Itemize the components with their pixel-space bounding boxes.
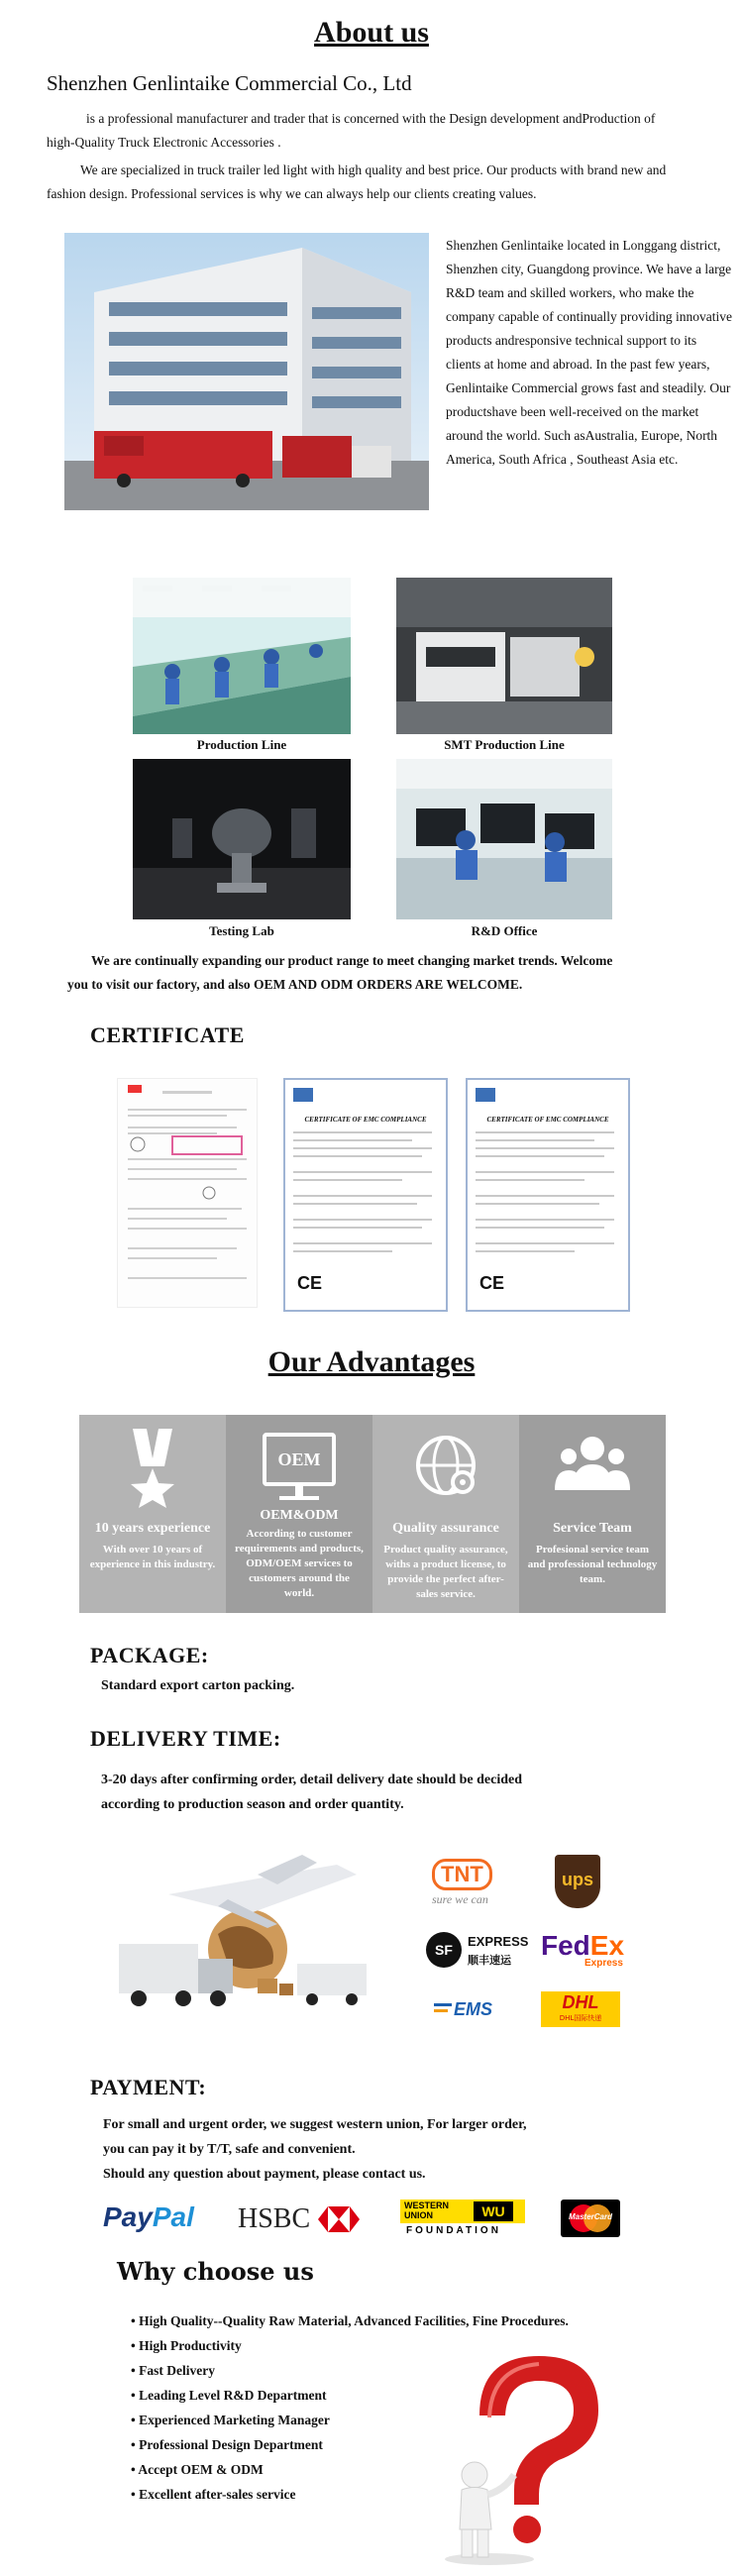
why-title: Why choose us	[117, 2257, 314, 2286]
advantages-title: Our Advantages	[267, 1345, 476, 1378]
logistics-illustration	[109, 1855, 376, 2013]
advantage-title-quality: Quality assurance	[392, 1521, 499, 1536]
delivery-title: DELIVERY TIME:	[90, 1726, 281, 1751]
advantage-text-service: Profesional service team and professional technology team.	[527, 1544, 658, 1585]
wu-badge-text: WU	[474, 2201, 513, 2221]
statement-line-2: you to visit our factory, and also OEM AND ODM ORDERS ARE WELCOME.	[67, 977, 523, 992]
tnt-logo-text: TNT	[432, 1859, 492, 1890]
why-item: • Excellent after-sales service	[131, 2482, 626, 2507]
caption-rd-office: R&D Office	[471, 923, 538, 938]
smt-production-line-photo	[396, 578, 612, 734]
payment-title: PAYMENT:	[90, 2075, 207, 2099]
globe-gear-icon	[411, 1431, 480, 1500]
dhl-subtext: DHL国际快递	[559, 2014, 602, 2022]
advantage-experience	[79, 1415, 226, 1613]
company-name: Shenzhen Genlintaike Commercial Co., Ltd	[47, 71, 412, 95]
factory-building-photo	[64, 233, 429, 510]
western-union-logo	[400, 2200, 525, 2239]
facilities-statement	[67, 949, 741, 997]
ups-logo-text: ups	[561, 1870, 593, 1889]
dhl-logo	[541, 1991, 620, 2027]
intro-line-1: is a professional manufacturer and trader that is concerned with the Design development andProduction of	[86, 111, 656, 126]
dhl-logo-text: DHL	[562, 1992, 599, 2012]
question-mark-figure-icon	[420, 2346, 618, 2569]
fedex-ex-text: Ex	[589, 1930, 625, 1961]
why-item: • Professional Design Department	[131, 2432, 626, 2457]
lab-logo-icon-2	[476, 1088, 495, 1102]
sf-badge-text: SF	[426, 1932, 462, 1968]
about-side-text: Shenzhen Genlintaike located in Longgang district, Shenzhen city, Guangdong province. We have a large R&D team and skilled workers, who make the company capable of continually providing innovative products andresponsive technical support to its clients at home and abroad. In the past few years, Genlintaike Commercial grows fast and steadily. Our productshave been well-received on the market around the world. Such asAustralia, Europe, North America, South Africa , Southeast Asia etc.	[446, 238, 733, 467]
package-text: Standard export carton packing.	[101, 1678, 295, 1693]
intro-paragraph-2	[47, 159, 740, 206]
ups-logo	[555, 1855, 600, 1908]
why-item: • Leading Level R&D Department	[131, 2383, 626, 2408]
caption-testing-lab: Testing Lab	[209, 923, 274, 938]
payment-line-2: you can pay it by T/T, safe and convenient.	[103, 2142, 356, 2157]
tnt-tagline: sure we can	[432, 1892, 488, 1906]
payment-line-1: For small and urgent order, we suggest western union, For larger order,	[103, 2117, 527, 2132]
delivery-text	[101, 1768, 735, 1817]
advantage-text-oem: According to customer requirements and products, ODM/OEM services to customers around the world.	[235, 1528, 364, 1599]
medal-icon	[123, 1429, 182, 1508]
lab-logo-icon	[293, 1088, 313, 1102]
advantage-oem-odm	[226, 1415, 372, 1613]
certificate-title: CERTIFICATE	[90, 1022, 245, 1047]
wu-foundation-text: FOUNDATION	[406, 2225, 501, 2236]
paypal-logo	[103, 2201, 194, 2233]
advantage-title-service: Service Team	[553, 1521, 632, 1536]
payment-text	[103, 2112, 737, 2187]
why-item: • High Productivity	[131, 2333, 626, 2358]
rd-office-photo	[396, 759, 612, 919]
ce-mark-icon: CE	[297, 1273, 323, 1293]
hsbc-logo	[238, 2201, 360, 2237]
team-icon	[553, 1431, 632, 1500]
ems-logo-text: EMS	[454, 1999, 493, 2019]
oem-icon-label: OEM	[277, 1449, 321, 1469]
sf-chinese-text: 顺丰速运	[468, 1954, 511, 1967]
advantage-text-experience: With over 10 years of experience in this industry.	[89, 1544, 216, 1570]
certificate-2-title: CERTIFICATE OF EMC COMPLIANCE	[304, 1116, 427, 1124]
certificate-3-title: CERTIFICATE OF EMC COMPLIANCE	[486, 1116, 609, 1124]
testing-lab-photo	[133, 759, 351, 919]
wu-union-text: UNION	[404, 2210, 433, 2220]
advantage-title-oem: OEM&ODM	[260, 1508, 339, 1523]
sf-express-text: EXPRESS	[468, 1934, 529, 1949]
advantage-service-team	[519, 1415, 666, 1613]
ems-logo	[434, 1999, 513, 2025]
wu-western-text: WESTERN	[404, 2200, 449, 2210]
fedex-fed-text: Fed	[541, 1930, 590, 1961]
advantage-quality	[372, 1415, 519, 1613]
statement-line-1: We are continually expanding our product range to meet changing market trends. Welcome	[91, 953, 613, 968]
mastercard-text: MasterCard	[568, 2212, 612, 2221]
fedex-logo	[541, 1930, 640, 1974]
certificate-document-3	[466, 1078, 630, 1312]
package-title: PACKAGE:	[90, 1643, 209, 1667]
caption-smt-production-line: SMT Production Line	[444, 737, 565, 752]
caption-production-line: Production Line	[196, 737, 287, 752]
advantage-text-quality: Product quality assurance, withs a product license, to provide the perfect after-sales service.	[383, 1544, 508, 1600]
ce-mark-icon-2: CE	[479, 1273, 505, 1293]
production-line-photo	[133, 578, 351, 734]
mastercard-logo	[561, 2200, 620, 2237]
tnt-logo	[432, 1859, 521, 1918]
intro-line-1b: high-Quality Truck Electronic Accessories .	[47, 135, 281, 150]
sf-express-logo	[426, 1932, 535, 1972]
hsbc-logo-text: HSBC	[238, 2203, 311, 2234]
monitor-icon	[263, 1433, 336, 1486]
hsbc-hexagon-icon	[318, 2206, 360, 2232]
paypal-pal-text: Pal	[152, 2201, 194, 2232]
intro-line-2: We are specialized in truck trailer led light with high quality and best price. Our products with brand new and	[80, 162, 667, 177]
intro-paragraph-1	[47, 107, 730, 155]
fedex-express-text: Express	[584, 1958, 623, 1969]
payment-line-3: Should any question about payment, please contact us.	[103, 2167, 426, 2182]
intro-line-2b: fashion design. Professional services is why we can always help our clients creating values.	[47, 186, 537, 201]
why-item: • Accept OEM & ODM	[131, 2457, 626, 2482]
certificate-document-2	[283, 1078, 448, 1312]
delivery-line-1: 3-20 days after confirming order, detail delivery date should be decided	[101, 1772, 523, 1787]
advantage-title-experience: 10 years experience	[94, 1521, 211, 1536]
why-item: • Fast Delivery	[131, 2358, 626, 2383]
delivery-line-2: according to production season and order quantity.	[101, 1797, 404, 1812]
about-title: About us	[314, 16, 429, 49]
paypal-pay-text: Pay	[103, 2201, 153, 2232]
why-item: • High Quality--Quality Raw Material, Advanced Facilities, Fine Procedures.	[131, 2308, 626, 2333]
certificate-document-1	[117, 1078, 258, 1308]
why-item: • Experienced Marketing Manager	[131, 2408, 626, 2432]
